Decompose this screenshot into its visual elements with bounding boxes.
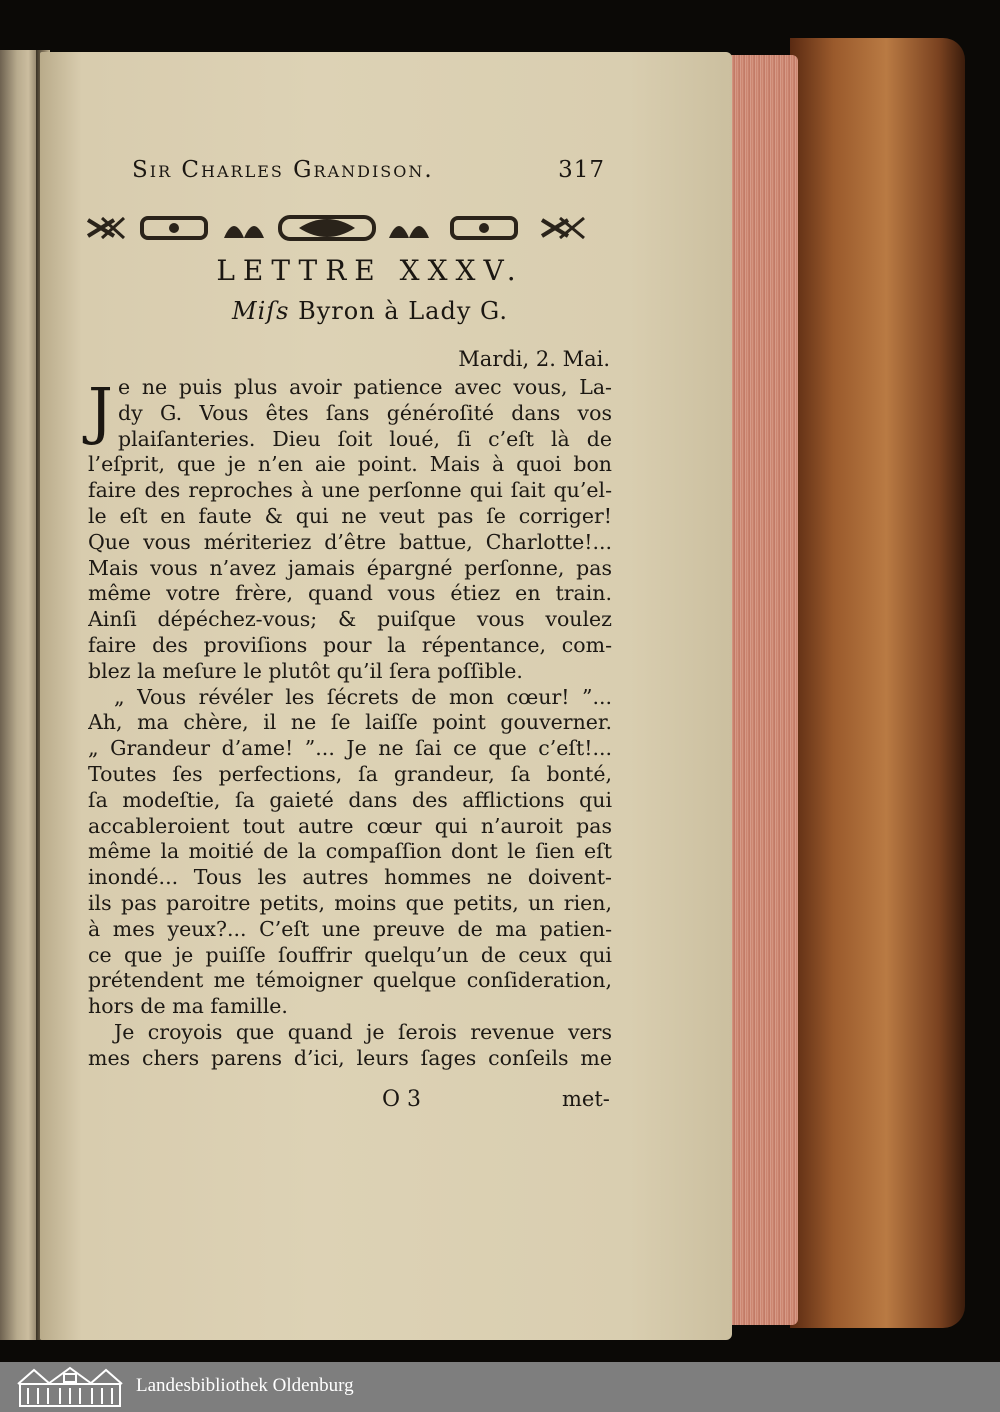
- ornament-icon: [84, 210, 604, 246]
- text-line: même la moitié de la compaſſion dont le ſien eſt: [88, 839, 612, 864]
- text-line: Que vous mériteriez d’être battue, Charlotte!...: [88, 529, 612, 554]
- text-line: faire des proviſions pour la répentance, com-: [88, 632, 612, 657]
- text-line: „ Grandeur d’ame! ”... Je ne ſai ce que c’eſt!...: [88, 736, 612, 761]
- text-line: Je croyois que quand je ſerois revenue vers: [114, 1019, 612, 1044]
- letter-addressee: [150, 297, 590, 325]
- text-line: Mais vous n’avez jamais épargné perſonne, pas: [88, 555, 612, 580]
- drop-cap: J: [88, 374, 113, 447]
- text-line: inondé... Tous les autres hommes ne doivent-: [88, 865, 612, 890]
- library-name[interactable]: Landesbibliothek Oldenburg: [136, 1375, 354, 1396]
- text-line: ils pas paroitre petits, moins que petits, un rien,: [88, 890, 612, 915]
- text-line: Ah, ma chère, il ne ſe laiſſe point gouverner.: [88, 710, 612, 735]
- library-building-icon: [14, 1364, 126, 1410]
- text-line: blez la meſure le plutôt qu’il ſera poſſible.: [88, 658, 523, 683]
- text-line: accableroient tout autre cœur qui n’auroit pas: [88, 813, 612, 838]
- letter-title: LETTRE XXXV.: [216, 254, 524, 287]
- text-line: dy G. Vous êtes ſans généroſité dans vos: [118, 400, 612, 425]
- running-head: Sir Charles Grandison.: [132, 157, 434, 183]
- letter-body: [88, 375, 612, 1072]
- text-line: faire des reproches à une perſonne qui ſait qu’el-: [88, 478, 612, 503]
- text-line: ce que je puiſſe ſouffrir quelqu’un de ceux qui: [88, 942, 612, 967]
- page-edges: [726, 55, 798, 1325]
- text-line: le eſt en faute & qui ne veut pas ſe corriger!: [88, 503, 612, 528]
- running-header: [110, 157, 605, 191]
- text-line: l’eſprit, que je n’en aie point. Mais à quoi bon: [88, 452, 612, 477]
- text-line: „ Vous révéler les ſécrets de mon cœur! ”...: [114, 684, 612, 709]
- text-line: plaiſanteries. Dieu ſoit loué, ſi c’eſt là de: [118, 426, 612, 451]
- text-line: Ainſi dépéchez-vous; & puiſque vous voulez: [88, 607, 612, 632]
- text-line: même votre frère, quand vous étiez en train.: [88, 581, 612, 606]
- text-line: Toutes ſes perfections, ſa grandeur, ſa bonté,: [88, 761, 612, 786]
- left-page-edge: [0, 50, 38, 1340]
- footer-bar: [0, 1362, 1000, 1412]
- addressee-names: Byron à Lady G.: [298, 297, 508, 325]
- letter-date: Mardi, 2. Mai.: [458, 347, 610, 371]
- text-line: hors de ma famille.: [88, 994, 288, 1019]
- signature-mark: O 3: [382, 1087, 422, 1112]
- text-line: mes chers parens d’ici, leurs ſages conſeils me: [88, 1045, 612, 1070]
- addressee-italic: Miſs: [232, 297, 290, 325]
- text-line: ſa modeſtie, ſa gaieté dans des afflictions qui: [88, 787, 612, 812]
- text-line: prétendent me témoigner quelque conſideration,: [88, 968, 612, 993]
- leather-cover: [790, 38, 965, 1328]
- catchword: met-: [562, 1087, 610, 1111]
- page-number: 317: [558, 157, 605, 183]
- text-line: à mes yeux?... C’eſt une preuve de ma patien-: [88, 916, 612, 941]
- text-line: e ne puis plus avoir patience avec vous, La-: [118, 375, 612, 399]
